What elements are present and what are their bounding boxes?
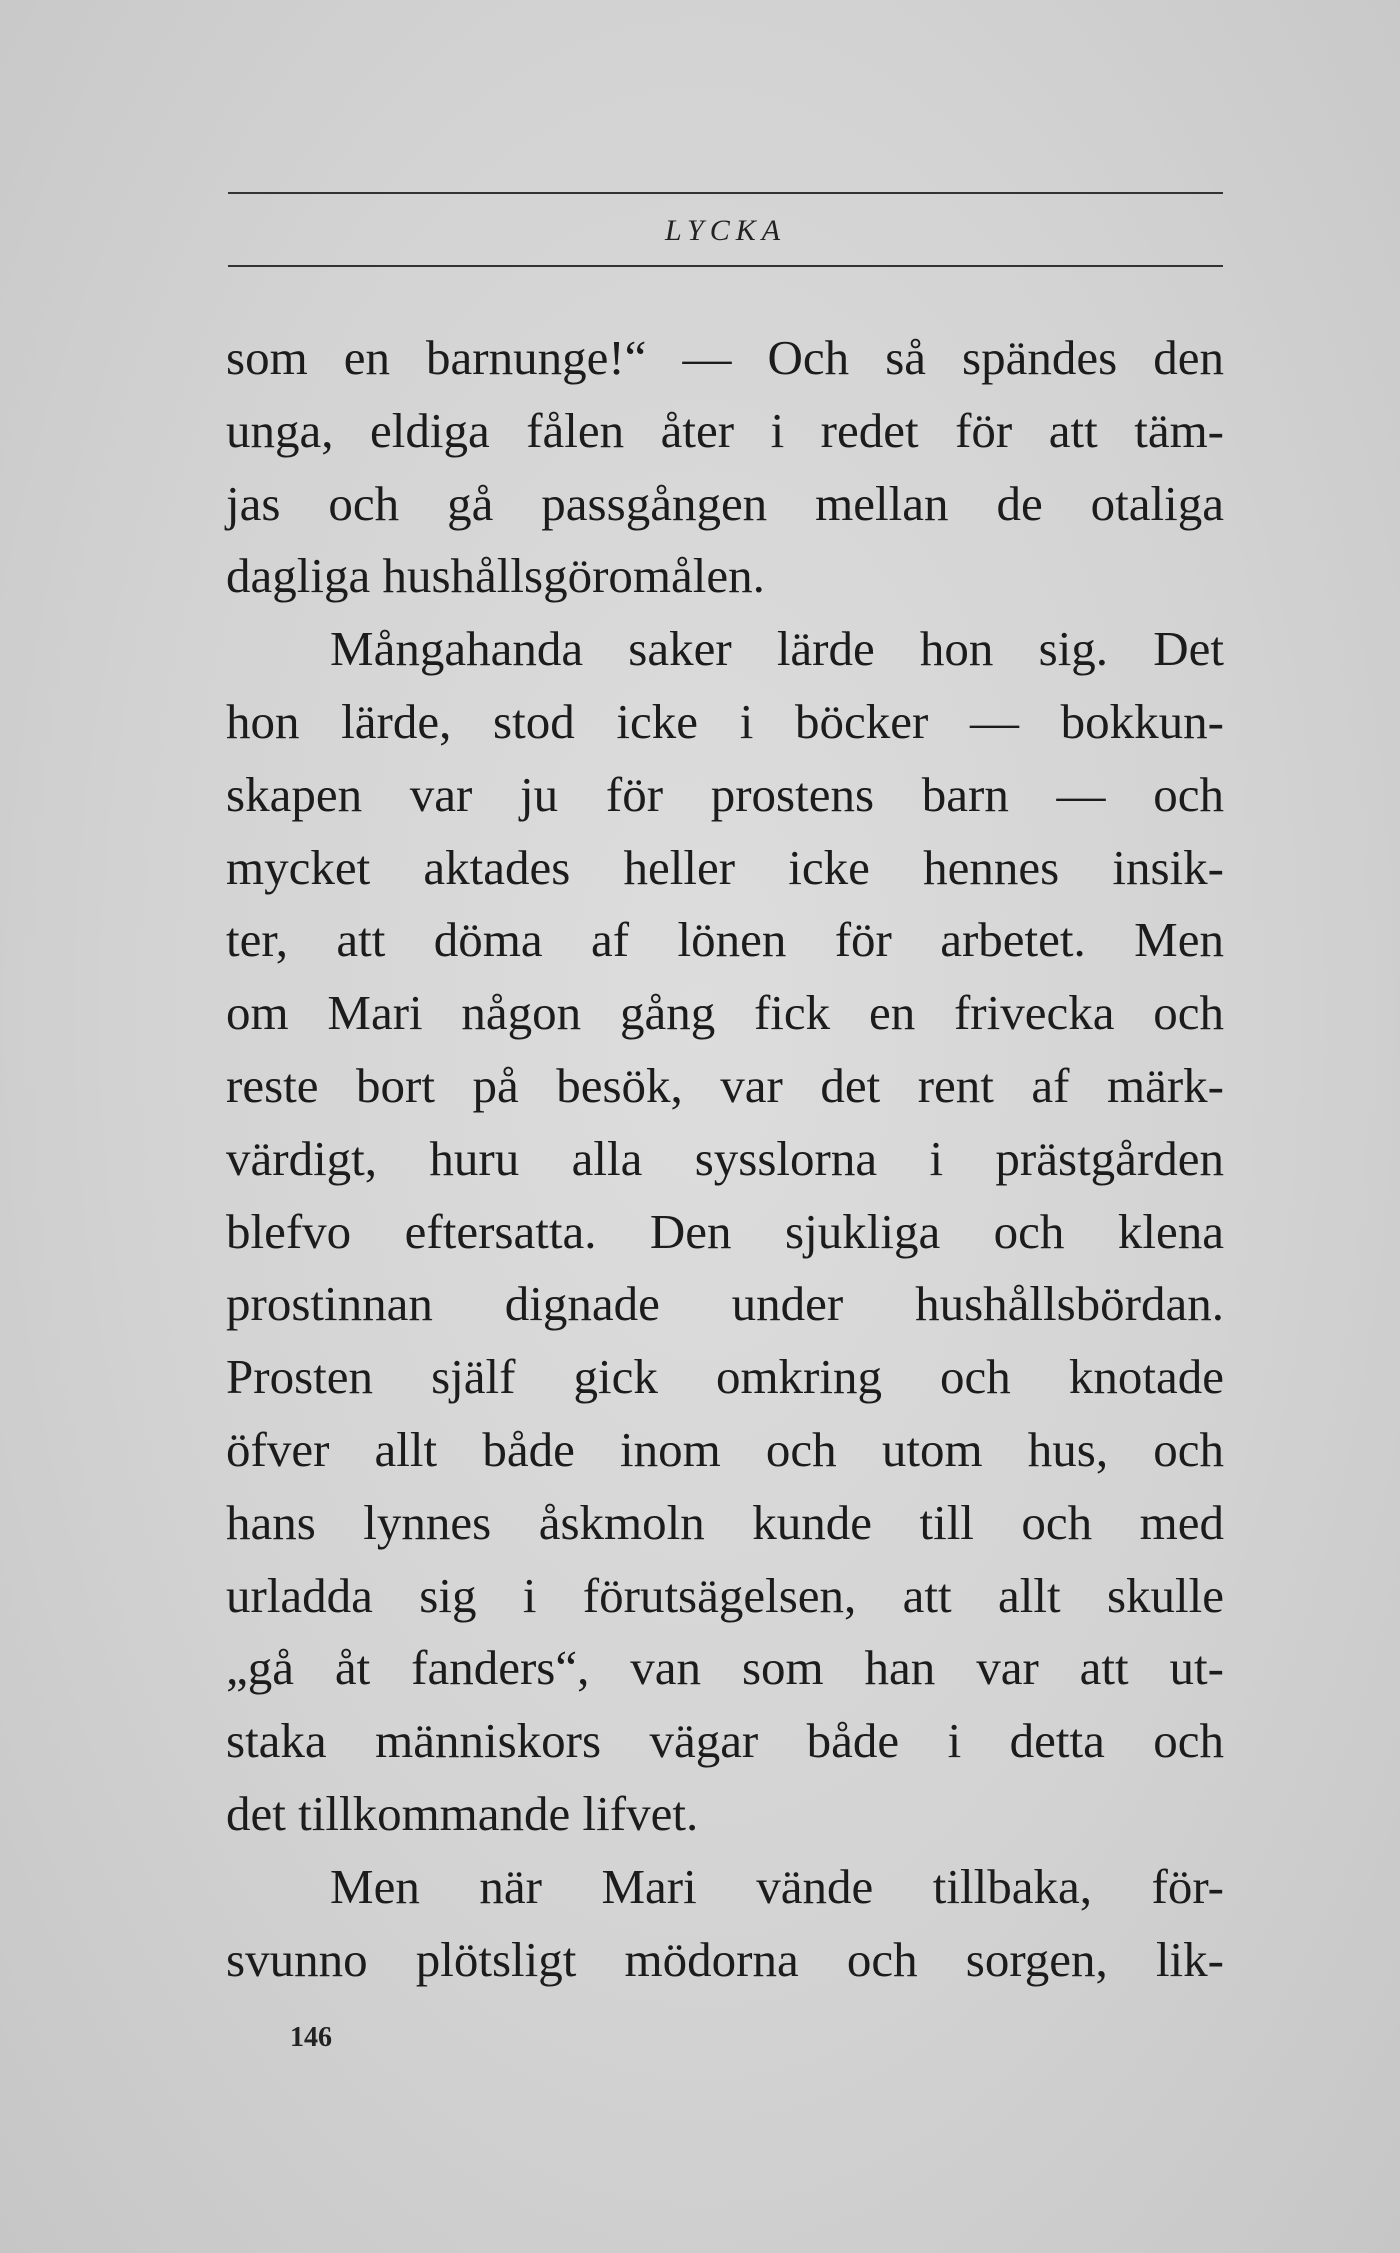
text-line: om Mari någon gång fick en frivecka och [226,985,1224,1041]
text-line: skapen var ju för prostens barn — och [226,766,1224,822]
text-line: dagliga hushållsgöromålen. [226,548,765,604]
text-line: värdigt, huru alla sysslorna i prästgården [226,1130,1224,1186]
page-number: 146 [290,2022,332,2053]
body-text [226,322,1224,1996]
text-line: blefvo eftersatta. Den sjukliga och klena [226,1203,1224,1259]
text-line: hon lärde, stod icke i böcker — bokkun- [226,693,1224,749]
text-line: som en barnunge!“ — Och så spändes den [226,330,1224,385]
text-line: unga, eldiga fålen åter i redet för att täm- [226,402,1224,458]
header-rule-top [228,192,1223,194]
text-line: urladda sig i förutsägelsen, att allt skulle [226,1567,1224,1623]
text-line: „gå åt fanders“, van som han var att ut- [226,1640,1224,1696]
text-line: mycket aktades heller icke hennes insik- [226,839,1224,895]
text-line: Men när Mari vände tillbaka, för- [330,1858,1224,1914]
text-line: prostinnan dignade under hushållsbördan. [226,1276,1224,1332]
text-line: Prosten själf gick omkring och knotade [226,1349,1224,1405]
text-line: staka människors vägar både i detta och [226,1713,1224,1769]
text-line: jas och gå passgången mellan de otaliga [226,475,1224,531]
text-line: öfver allt både inom och utom hus, och [226,1421,1224,1477]
text-line: hans lynnes åskmoln kunde till och med [226,1494,1224,1550]
text-line: svunno plötsligt mödorna och sorgen, lik- [226,1931,1224,1987]
text-line: reste bort på besök, var det rent af märk- [226,1057,1224,1113]
text-line: Mångahanda saker lärde hon sig. Det [330,621,1224,677]
text-line: det tillkommande lifvet. [226,1785,699,1841]
text-line: ter, att döma af lönen för arbetet. Men [226,912,1224,968]
header-rule-bottom [228,265,1223,267]
running-head: LYCKA [664,214,787,247]
